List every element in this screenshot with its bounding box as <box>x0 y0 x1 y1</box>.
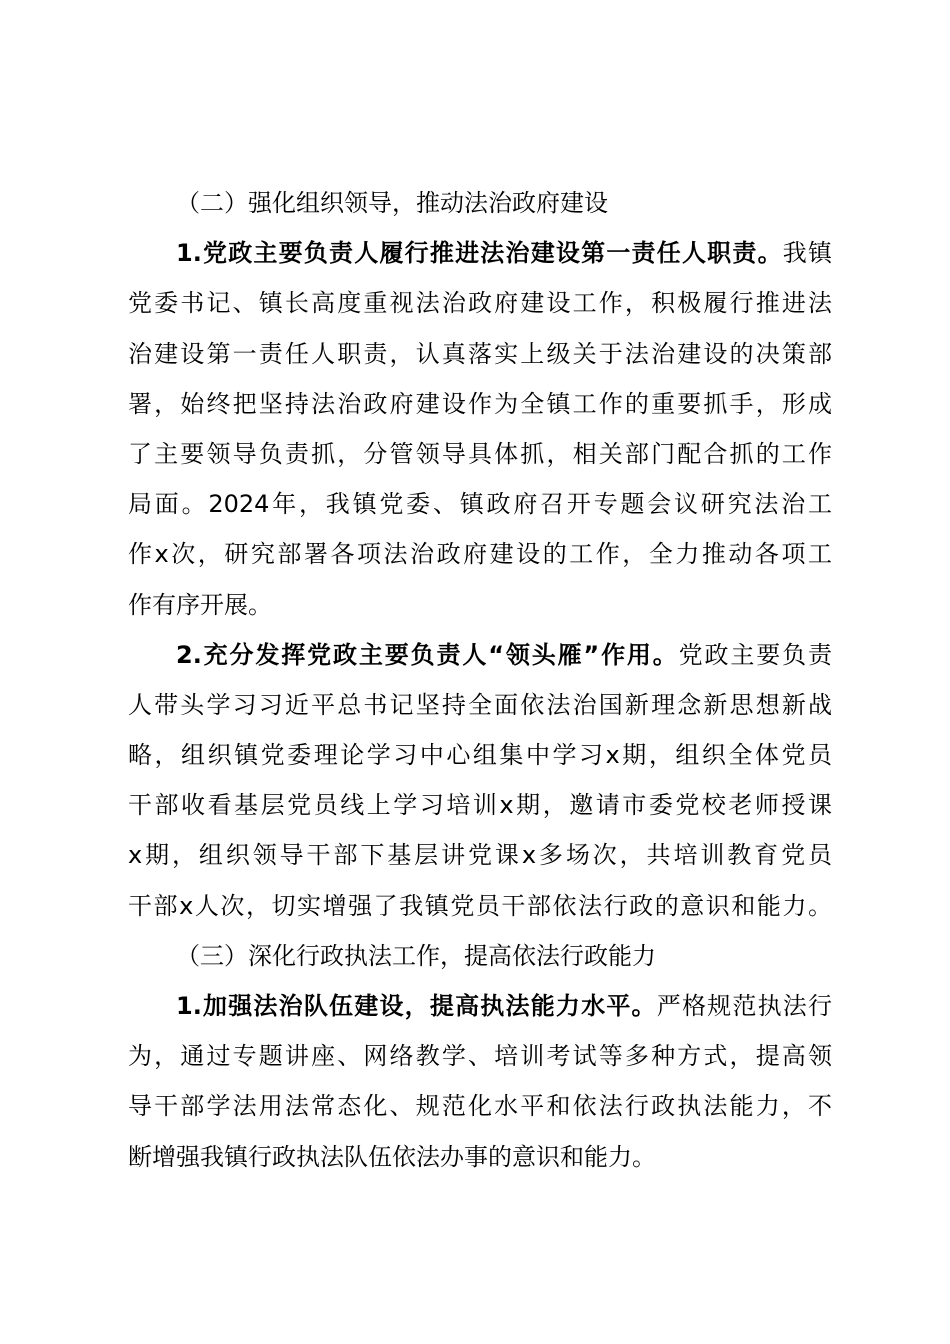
paragraph-line: 局面。2024年，我镇党委、镇政府召开专题会议研究法治工 <box>128 490 832 519</box>
paragraph-line: 略，组织镇党委理论学习中心组集中学习x期，组织全体党员 <box>128 741 832 770</box>
paragraph <box>128 228 832 630</box>
paragraph-lead: 1.加强法治队伍建设，提高执法能力水平。 <box>176 992 657 1020</box>
paragraph-line: 党委书记、镇长高度重视法治政府建设工作，积极履行推进法 <box>128 289 832 318</box>
paragraph-line: 了主要领导负责抓，分管领导具体抓，相关部门配合抓的工作 <box>128 439 832 468</box>
paragraph-first-line <box>128 228 832 278</box>
paragraph-first-line <box>128 630 832 680</box>
paragraph-line: 人带头学习习近平总书记坚持全面依法治国新理念新思想新战 <box>128 690 832 719</box>
paragraph-line: 为，通过专题讲座、网络教学、培训考试等多种方式，提高领 <box>128 1042 832 1071</box>
paragraph-line: 作有序开展。 <box>128 590 272 619</box>
section-heading <box>128 931 832 981</box>
paragraph-line: 作x次，研究部署各项法治政府建设的工作，全力推动各项工 <box>128 540 832 569</box>
document-body <box>128 178 832 1182</box>
paragraph-text: 党政主要负责 <box>678 640 832 669</box>
section-2-heading: （二）强化组织领导，推动法治政府建设 <box>176 189 608 217</box>
paragraph-line: 干部x人次，切实增强了我镇党员干部依法行政的意识和能力。 <box>128 891 832 920</box>
paragraph-first-line <box>128 981 832 1031</box>
paragraph-lead: 2.充分发挥党政主要负责人“领头雁”作用。 <box>176 640 679 669</box>
section-heading <box>128 178 832 228</box>
paragraph-line: 署，始终把坚持法治政府建设作为全镇工作的重要抓手，形成 <box>128 389 832 418</box>
paragraph-line: 干部收看基层党员线上学习培训x期，邀请市委党校老师授课 <box>128 791 832 820</box>
paragraph-line: 断增强我镇行政执法队伍依法办事的意识和能力。 <box>128 1142 656 1171</box>
paragraph-lead: 1.党政主要负责人履行推进法治建设第一责任人职责。 <box>176 239 783 268</box>
paragraph-text: 严格规范执法行 <box>656 992 832 1020</box>
paragraph-text: 我镇 <box>782 239 832 268</box>
paragraph-line: 导干部学法用法常态化、规范化水平和依法行政执法能力，不 <box>128 1092 832 1121</box>
paragraph <box>128 981 832 1182</box>
section-3-heading: （三）深化行政执法工作，提高依法行政能力 <box>176 941 656 970</box>
paragraph-line: 治建设第一责任人职责，认真落实上级关于法治建设的决策部 <box>128 339 832 368</box>
paragraph <box>128 630 832 931</box>
paragraph-line: x期，组织领导干部下基层讲党课x多场次，共培训教育党员 <box>128 841 832 870</box>
